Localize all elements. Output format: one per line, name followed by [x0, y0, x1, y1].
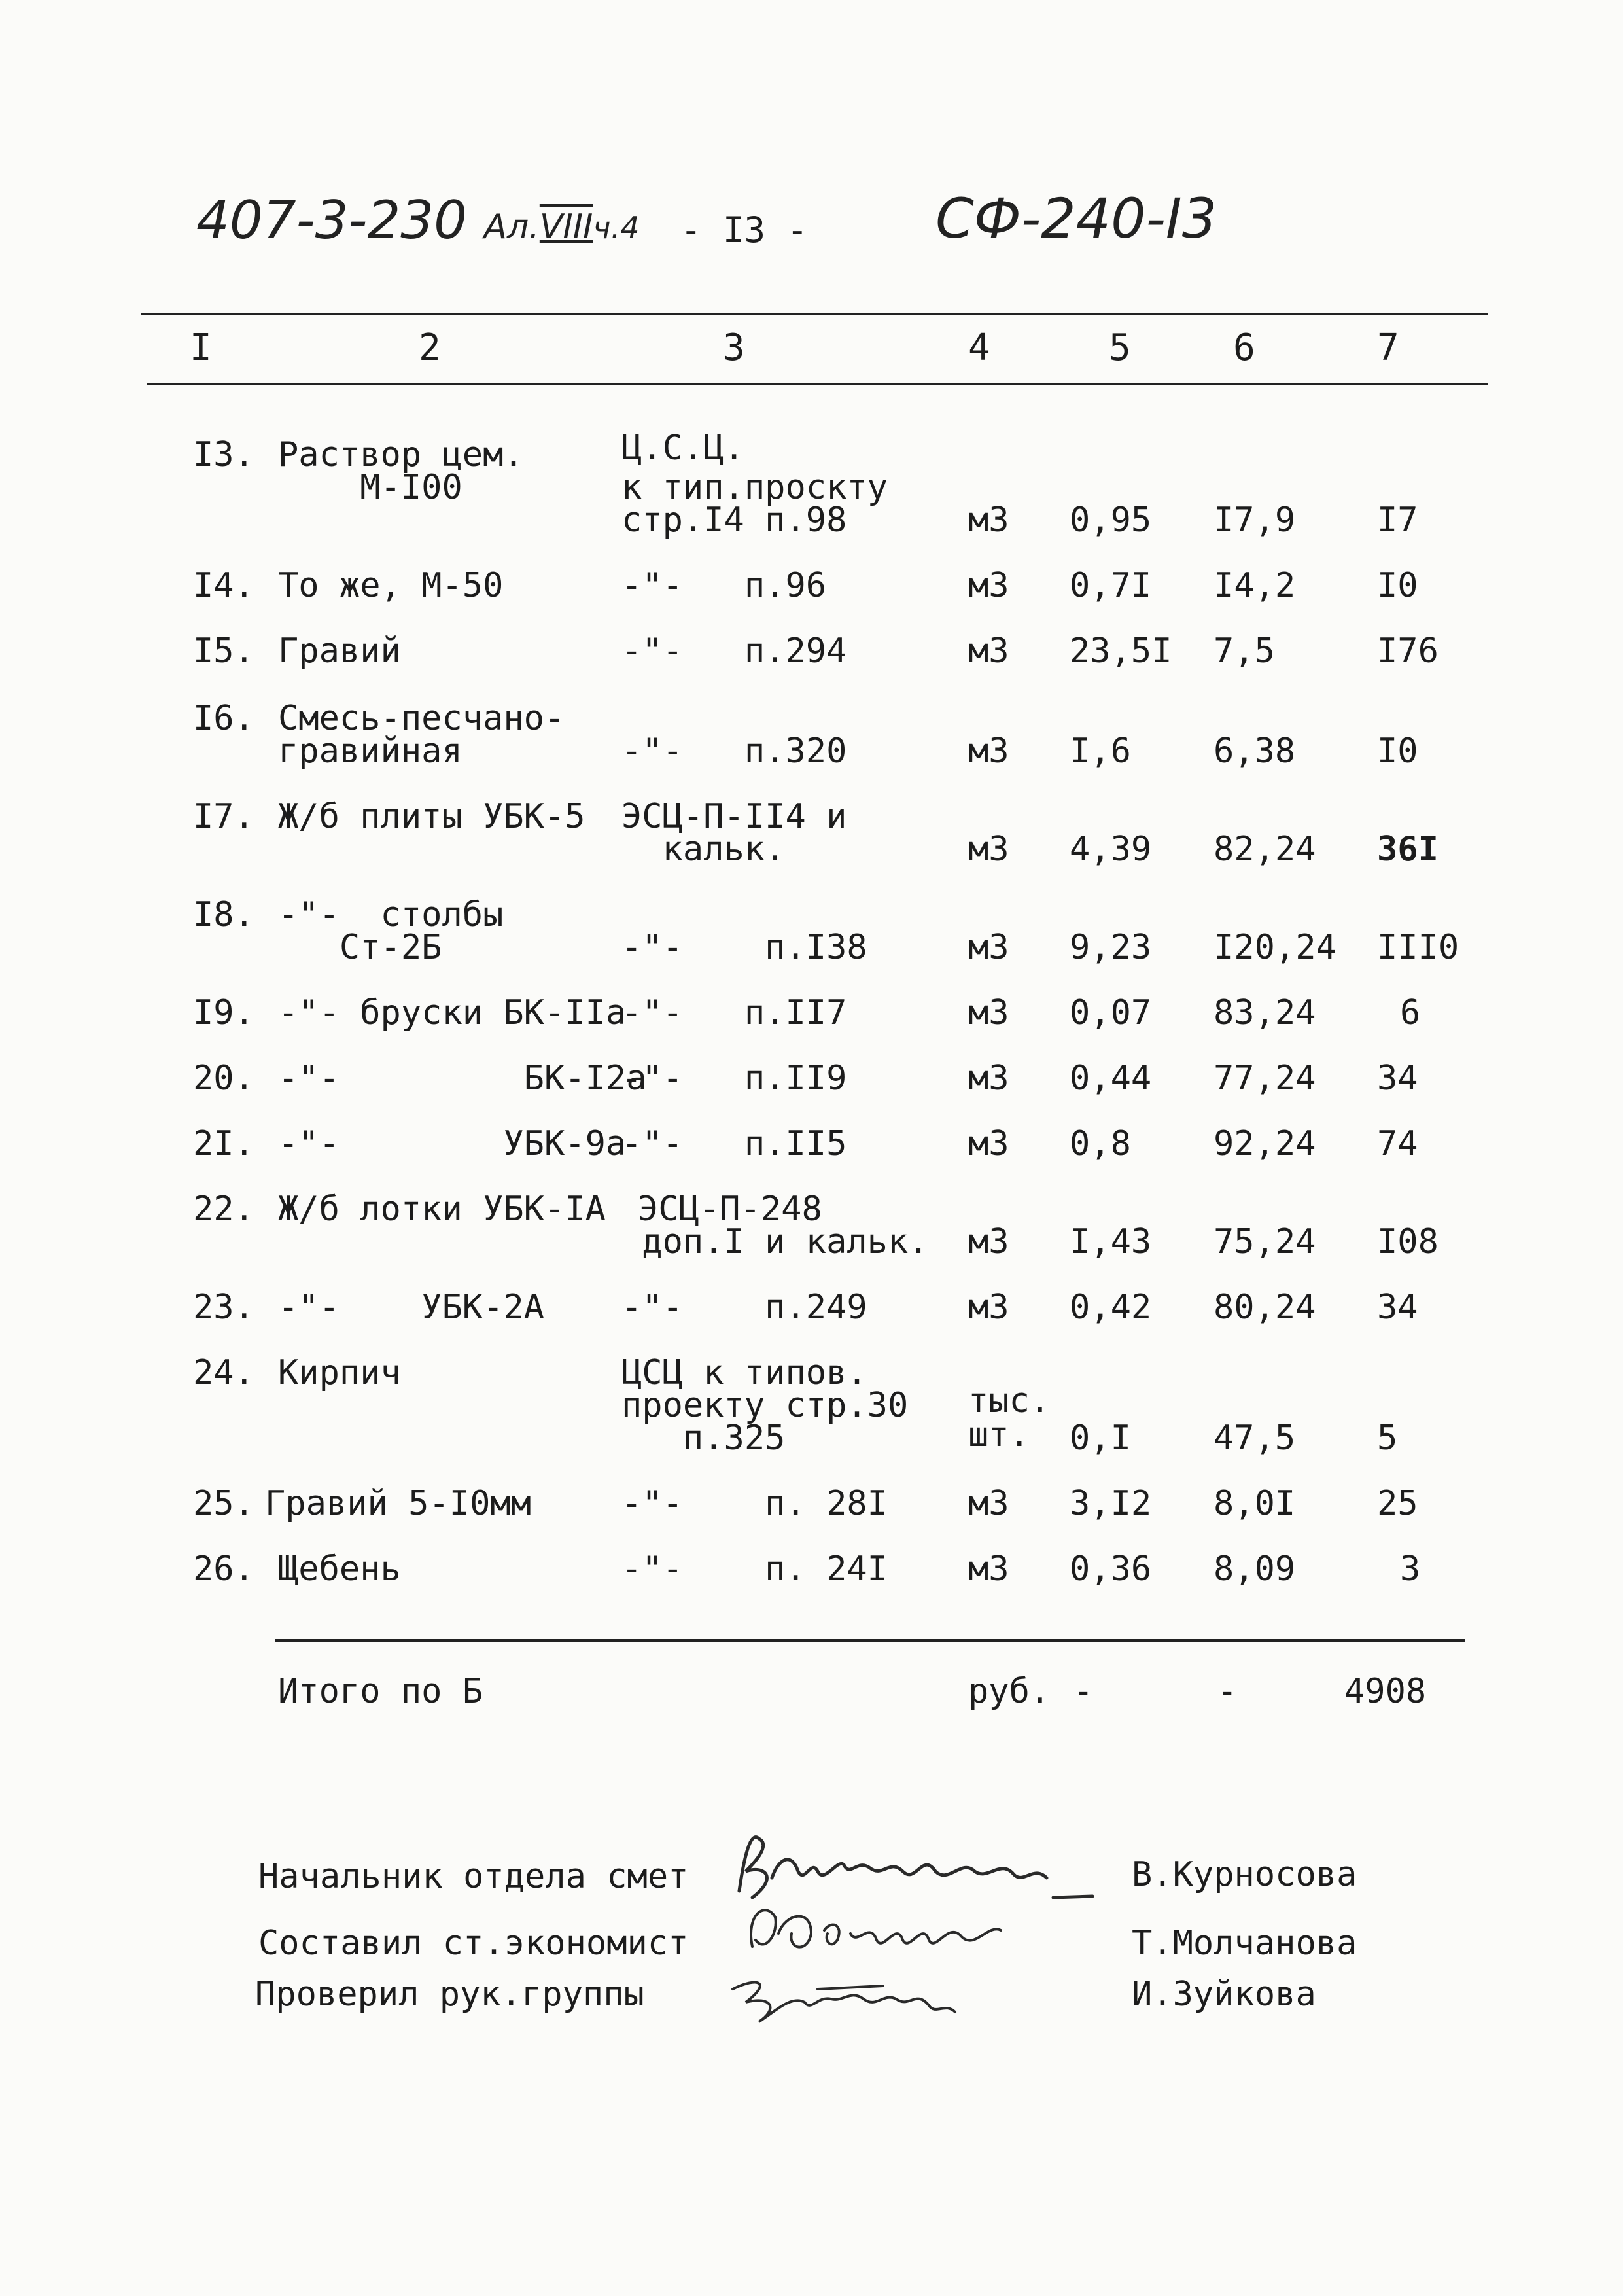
item-name: Гравий 5-I0мм	[265, 1484, 531, 1523]
quantity: 3,I2	[1070, 1484, 1152, 1523]
row-number: 2I.	[193, 1124, 254, 1163]
total-unit: руб.	[968, 1672, 1051, 1711]
row-number: I3.	[193, 435, 254, 474]
item-name: То же, М-50	[278, 566, 504, 605]
total-cost: I08	[1377, 1222, 1439, 1262]
total-cost: 5	[1377, 1419, 1398, 1458]
source-reference: -"- п.I38	[621, 928, 867, 967]
unit: м3	[968, 830, 1009, 869]
unit: м3	[968, 501, 1009, 540]
source-reference: ЭСЦ-П-248	[638, 1190, 822, 1229]
quantity: 0,7I	[1070, 566, 1152, 605]
unit: м3	[968, 1124, 1009, 1163]
unit: м3	[968, 566, 1009, 605]
page-number: - I3 -	[680, 209, 809, 251]
total-cost: I0	[1377, 566, 1418, 605]
unit-price: I4,2	[1213, 566, 1296, 605]
item-name: М-I00	[278, 468, 462, 507]
source-reference: -"- п.II9	[621, 1059, 847, 1098]
quantity: 23,5I	[1070, 631, 1172, 671]
album-label: Ал.	[483, 207, 540, 247]
row-number: I4.	[193, 566, 254, 605]
unit: м3	[968, 928, 1009, 967]
signer-name: Т.Молчанова	[1132, 1924, 1357, 1963]
quantity: 0,95	[1070, 501, 1152, 540]
column-number-4: 4	[968, 327, 990, 369]
unit-price: I7,9	[1213, 501, 1296, 540]
grand-total: 4908	[1344, 1672, 1427, 1711]
item-name: Ж/б лотки УБК-IА	[278, 1190, 606, 1229]
signer-name: И.Зуйкова	[1132, 1975, 1316, 2014]
column-number-1: I	[190, 327, 212, 369]
unit-price: 83,24	[1213, 993, 1316, 1033]
unit: м3	[968, 1222, 1009, 1262]
total-cost: I76	[1377, 631, 1439, 671]
column-number-5: 5	[1109, 327, 1131, 369]
source-reference: стр.I4 п.98	[621, 501, 847, 540]
item-name: Гравий	[278, 631, 401, 671]
unit: м3	[968, 732, 1009, 771]
quantity: I,6	[1070, 732, 1131, 771]
item-name: Раствор цем.	[278, 435, 524, 474]
row-number: 26.	[193, 1549, 254, 1589]
quantity: 0,42	[1070, 1288, 1152, 1327]
item-name: гравийная	[278, 732, 462, 771]
source-reference: ЭСЦ-П-II4 и	[621, 797, 847, 836]
unit-price: I20,24	[1213, 928, 1336, 967]
source-reference: -"- п.320	[621, 732, 847, 771]
total-cost: 25	[1377, 1484, 1418, 1523]
item-name: Кирпич	[278, 1353, 401, 1392]
total-quantity: -	[1073, 1672, 1094, 1711]
quantity: 0,I	[1070, 1419, 1131, 1458]
unit-price: 82,24	[1213, 830, 1316, 869]
source-reference: -"- п.II5	[621, 1124, 847, 1163]
signature-molchanova	[739, 1894, 1014, 1966]
row-number: 25.	[193, 1484, 254, 1523]
unit-price: 77,24	[1213, 1059, 1316, 1098]
signer-role: Составил ст.экономист	[258, 1924, 689, 1963]
unit: м3	[968, 1059, 1009, 1098]
total-rule	[275, 1639, 1465, 1642]
total-cost: 36I	[1377, 830, 1439, 869]
unit-price: 47,5	[1213, 1419, 1296, 1458]
total-cost: 34	[1377, 1059, 1418, 1098]
source-reference: к тип.проскту	[621, 468, 888, 507]
header-bottom-rule	[147, 383, 1488, 385]
item-name: Щебень	[278, 1549, 401, 1589]
source-reference: -"- п.294	[621, 631, 847, 671]
column-number-7: 7	[1377, 327, 1399, 369]
row-number: I6.	[193, 699, 254, 738]
total-price: -	[1217, 1672, 1238, 1711]
total-cost: 6	[1400, 993, 1421, 1033]
total-cost: I0	[1377, 732, 1418, 771]
row-number: I8.	[193, 895, 254, 934]
source-reference: -"- п.249	[621, 1288, 867, 1327]
volume-label: ч.4	[593, 210, 640, 245]
unit: м3	[968, 1484, 1009, 1523]
signer-role: Начальник отдела смет	[258, 1857, 689, 1896]
document-code-left	[196, 190, 639, 251]
row-number: 24.	[193, 1353, 254, 1392]
item-name: Ст-2Б	[278, 928, 442, 967]
total-cost: III0	[1377, 928, 1459, 967]
quantity: 0,8	[1070, 1124, 1131, 1163]
source-reference: п.325	[621, 1419, 786, 1458]
unit-price: 8,0I	[1213, 1484, 1296, 1523]
quantity: 0,07	[1070, 993, 1152, 1033]
unit: м3	[968, 1549, 1009, 1589]
quantity: 4,39	[1070, 830, 1152, 869]
unit: м3	[968, 993, 1009, 1033]
total-label: Итого по Б	[278, 1672, 483, 1711]
source-reference: ЦСЦ к типов.	[621, 1353, 867, 1392]
quantity: I,43	[1070, 1222, 1152, 1262]
source-reference: -"- п. 28I	[621, 1484, 888, 1523]
quantity: 9,23	[1070, 928, 1152, 967]
unit-price: 7,5	[1213, 631, 1275, 671]
source-reference: -"- п.96	[621, 566, 827, 605]
header-top-rule	[141, 313, 1488, 315]
unit-price: 92,24	[1213, 1124, 1316, 1163]
item-name: -"- БК-I2а	[278, 1059, 647, 1098]
item-name: Смесь-песчано-	[278, 699, 565, 738]
total-cost: I7	[1377, 501, 1418, 540]
row-number: I7.	[193, 797, 254, 836]
source-reference: -"- п.II7	[621, 993, 847, 1033]
row-number: I9.	[193, 993, 254, 1033]
unit-price: 6,38	[1213, 732, 1296, 771]
column-number-2: 2	[419, 327, 441, 369]
total-cost: 3	[1400, 1549, 1421, 1589]
source-reference: кальк.	[621, 830, 786, 869]
item-name: Ж/б плиты УБК-5	[278, 797, 585, 836]
unit-price: 75,24	[1213, 1222, 1316, 1262]
row-number: 23.	[193, 1288, 254, 1327]
quantity: 0,36	[1070, 1549, 1152, 1589]
quantity: 0,44	[1070, 1059, 1152, 1098]
unit-price: 80,24	[1213, 1288, 1316, 1327]
document-code-right: СФ-240-I3	[935, 186, 1217, 251]
column-number-3: 3	[723, 327, 745, 369]
signer-name: В.Курносова	[1132, 1855, 1357, 1894]
item-name: -"- бруски БК-IIа	[278, 993, 627, 1033]
source-reference: проекту стр.30	[621, 1386, 909, 1425]
unit: тыс. шт.	[968, 1381, 1051, 1455]
column-number-6: 6	[1233, 327, 1255, 369]
unit-price: 8,09	[1213, 1549, 1296, 1589]
item-name: -"- УБК-2А	[278, 1288, 544, 1327]
unit: м3	[968, 631, 1009, 671]
unit: м3	[968, 1288, 1009, 1327]
row-number: I5.	[193, 631, 254, 671]
source-reference: Ц.С.Ц.	[621, 429, 744, 468]
source-reference: -"- п. 24I	[621, 1549, 888, 1589]
total-cost: 74	[1377, 1124, 1418, 1163]
album-part: VIII	[539, 207, 593, 247]
item-name: -"- столбы	[278, 895, 504, 934]
signer-role: Проверил рук.группы	[255, 1975, 644, 2014]
source-reference: доп.I и кальк.	[621, 1222, 929, 1262]
signature-zuikova	[720, 1963, 968, 2035]
code-number: 407-3-230	[196, 190, 468, 251]
total-cost: 34	[1377, 1288, 1418, 1327]
row-number: 22.	[193, 1190, 254, 1229]
item-name: -"- УБК-9а	[278, 1124, 627, 1163]
row-number: 20.	[193, 1059, 254, 1098]
